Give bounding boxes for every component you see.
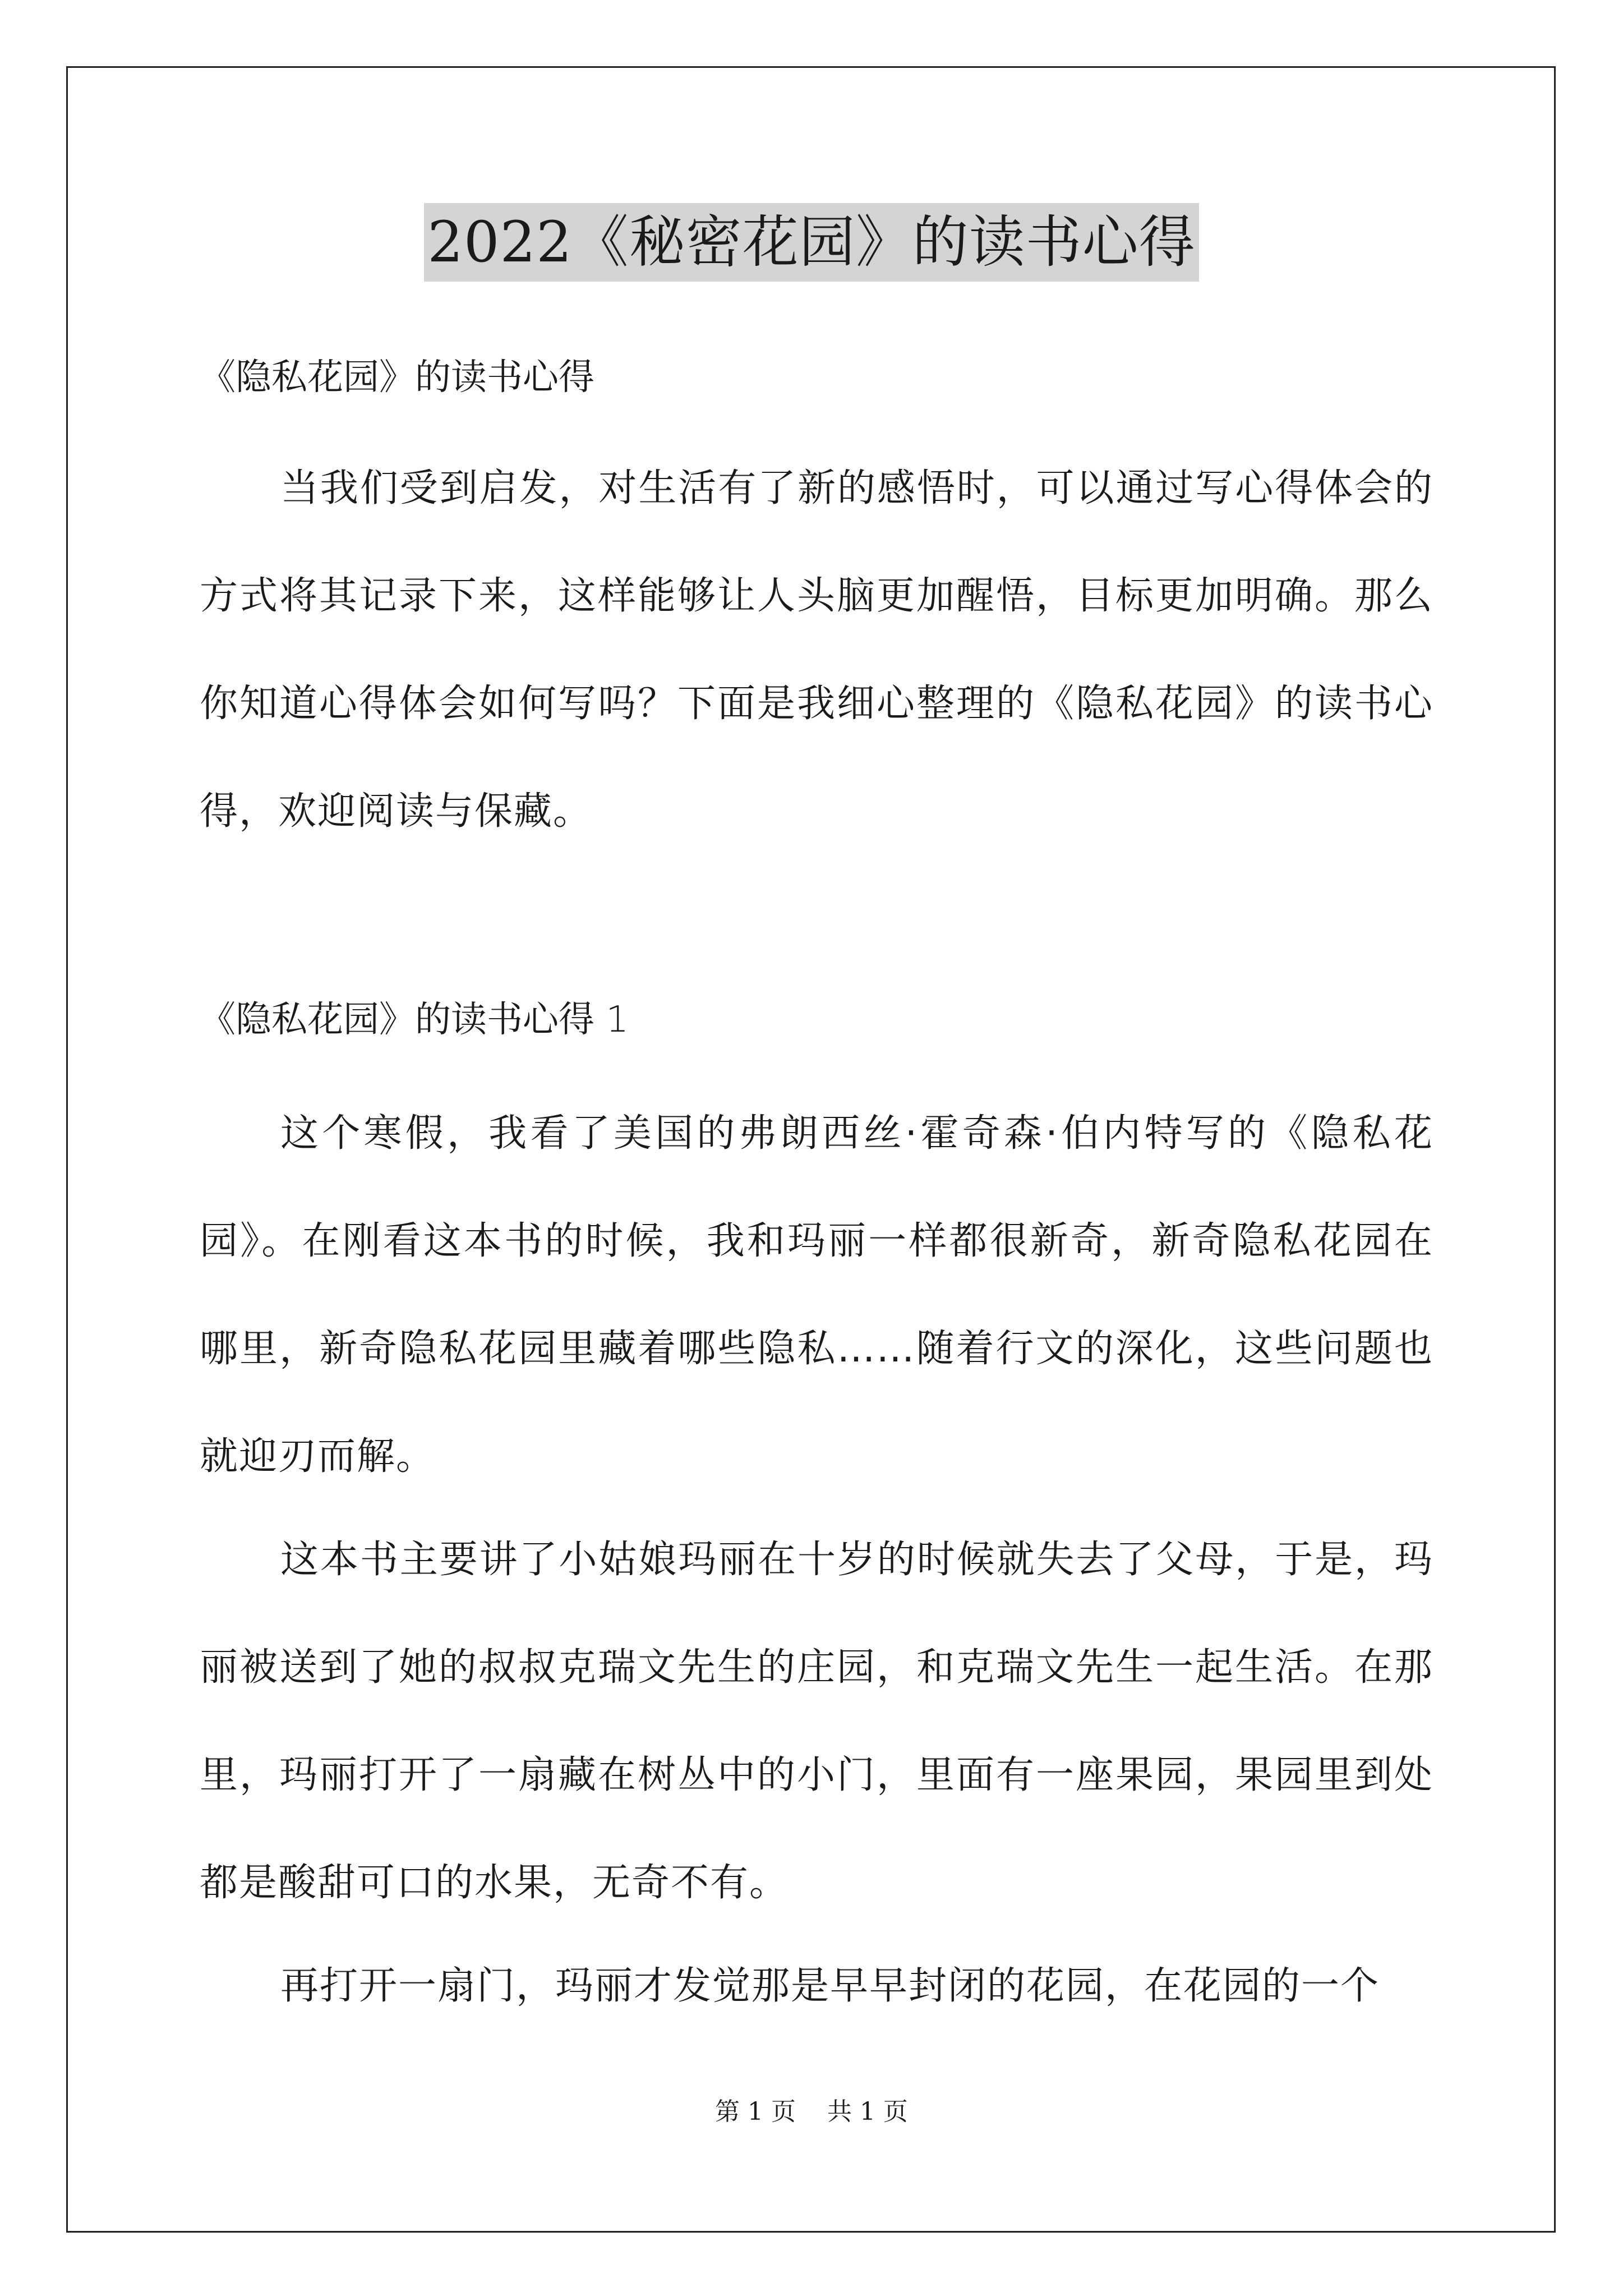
page-footer: 第 1 页 共 1 页 [715, 2097, 908, 2126]
title-wrap [0, 203, 1623, 282]
subtitle: 《隐私花园》的读书心得 [200, 357, 594, 398]
section-1-heading: 《隐私花园》的读书心得 1 [200, 999, 629, 1041]
section-1-paragraph-1: 这个寒假，我看了美国的弗朗西丝·霍奇森·伯内特写的《隐私花园》。在刚看这本书的时候，我和玛丽一样都很新奇，新奇隐私花园在哪里，新奇隐私花园里藏着哪些隐私……随着行文的深化，这些问题也就迎刃而解。 [200, 1111, 1433, 1479]
intro-paragraph: 当我们受到启发，对生活有了新的感悟时，可以通过写心得体会的方式将其记录下来，这样能够让人头脑更加醒悟，目标更加明确。那么你知道心得体会如何写吗？下面是我细心整理的《隐私花园》的读书心得，欢迎阅读与保藏。 [200, 466, 1433, 834]
document-title: 2022《秘密花园》的读书心得 [424, 203, 1199, 282]
section-1-paragraph-2: 这本书主要讲了小姑娘玛丽在十岁的时候就失去了父母，于是，玛丽被送到了她的叔叔克瑞文先生的庄园，和克瑞文先生一起生活。在那里，玛丽打开了一扇藏在树丛中的小门，里面有一座果园，果园里到处都是酸甜可口的水果，无奇不有。 [200, 1538, 1433, 1905]
section-1-paragraph-3: 再打开一扇门，玛丽才发觉那是早早封闭的花园，在花园的一个 [280, 1964, 1380, 2008]
